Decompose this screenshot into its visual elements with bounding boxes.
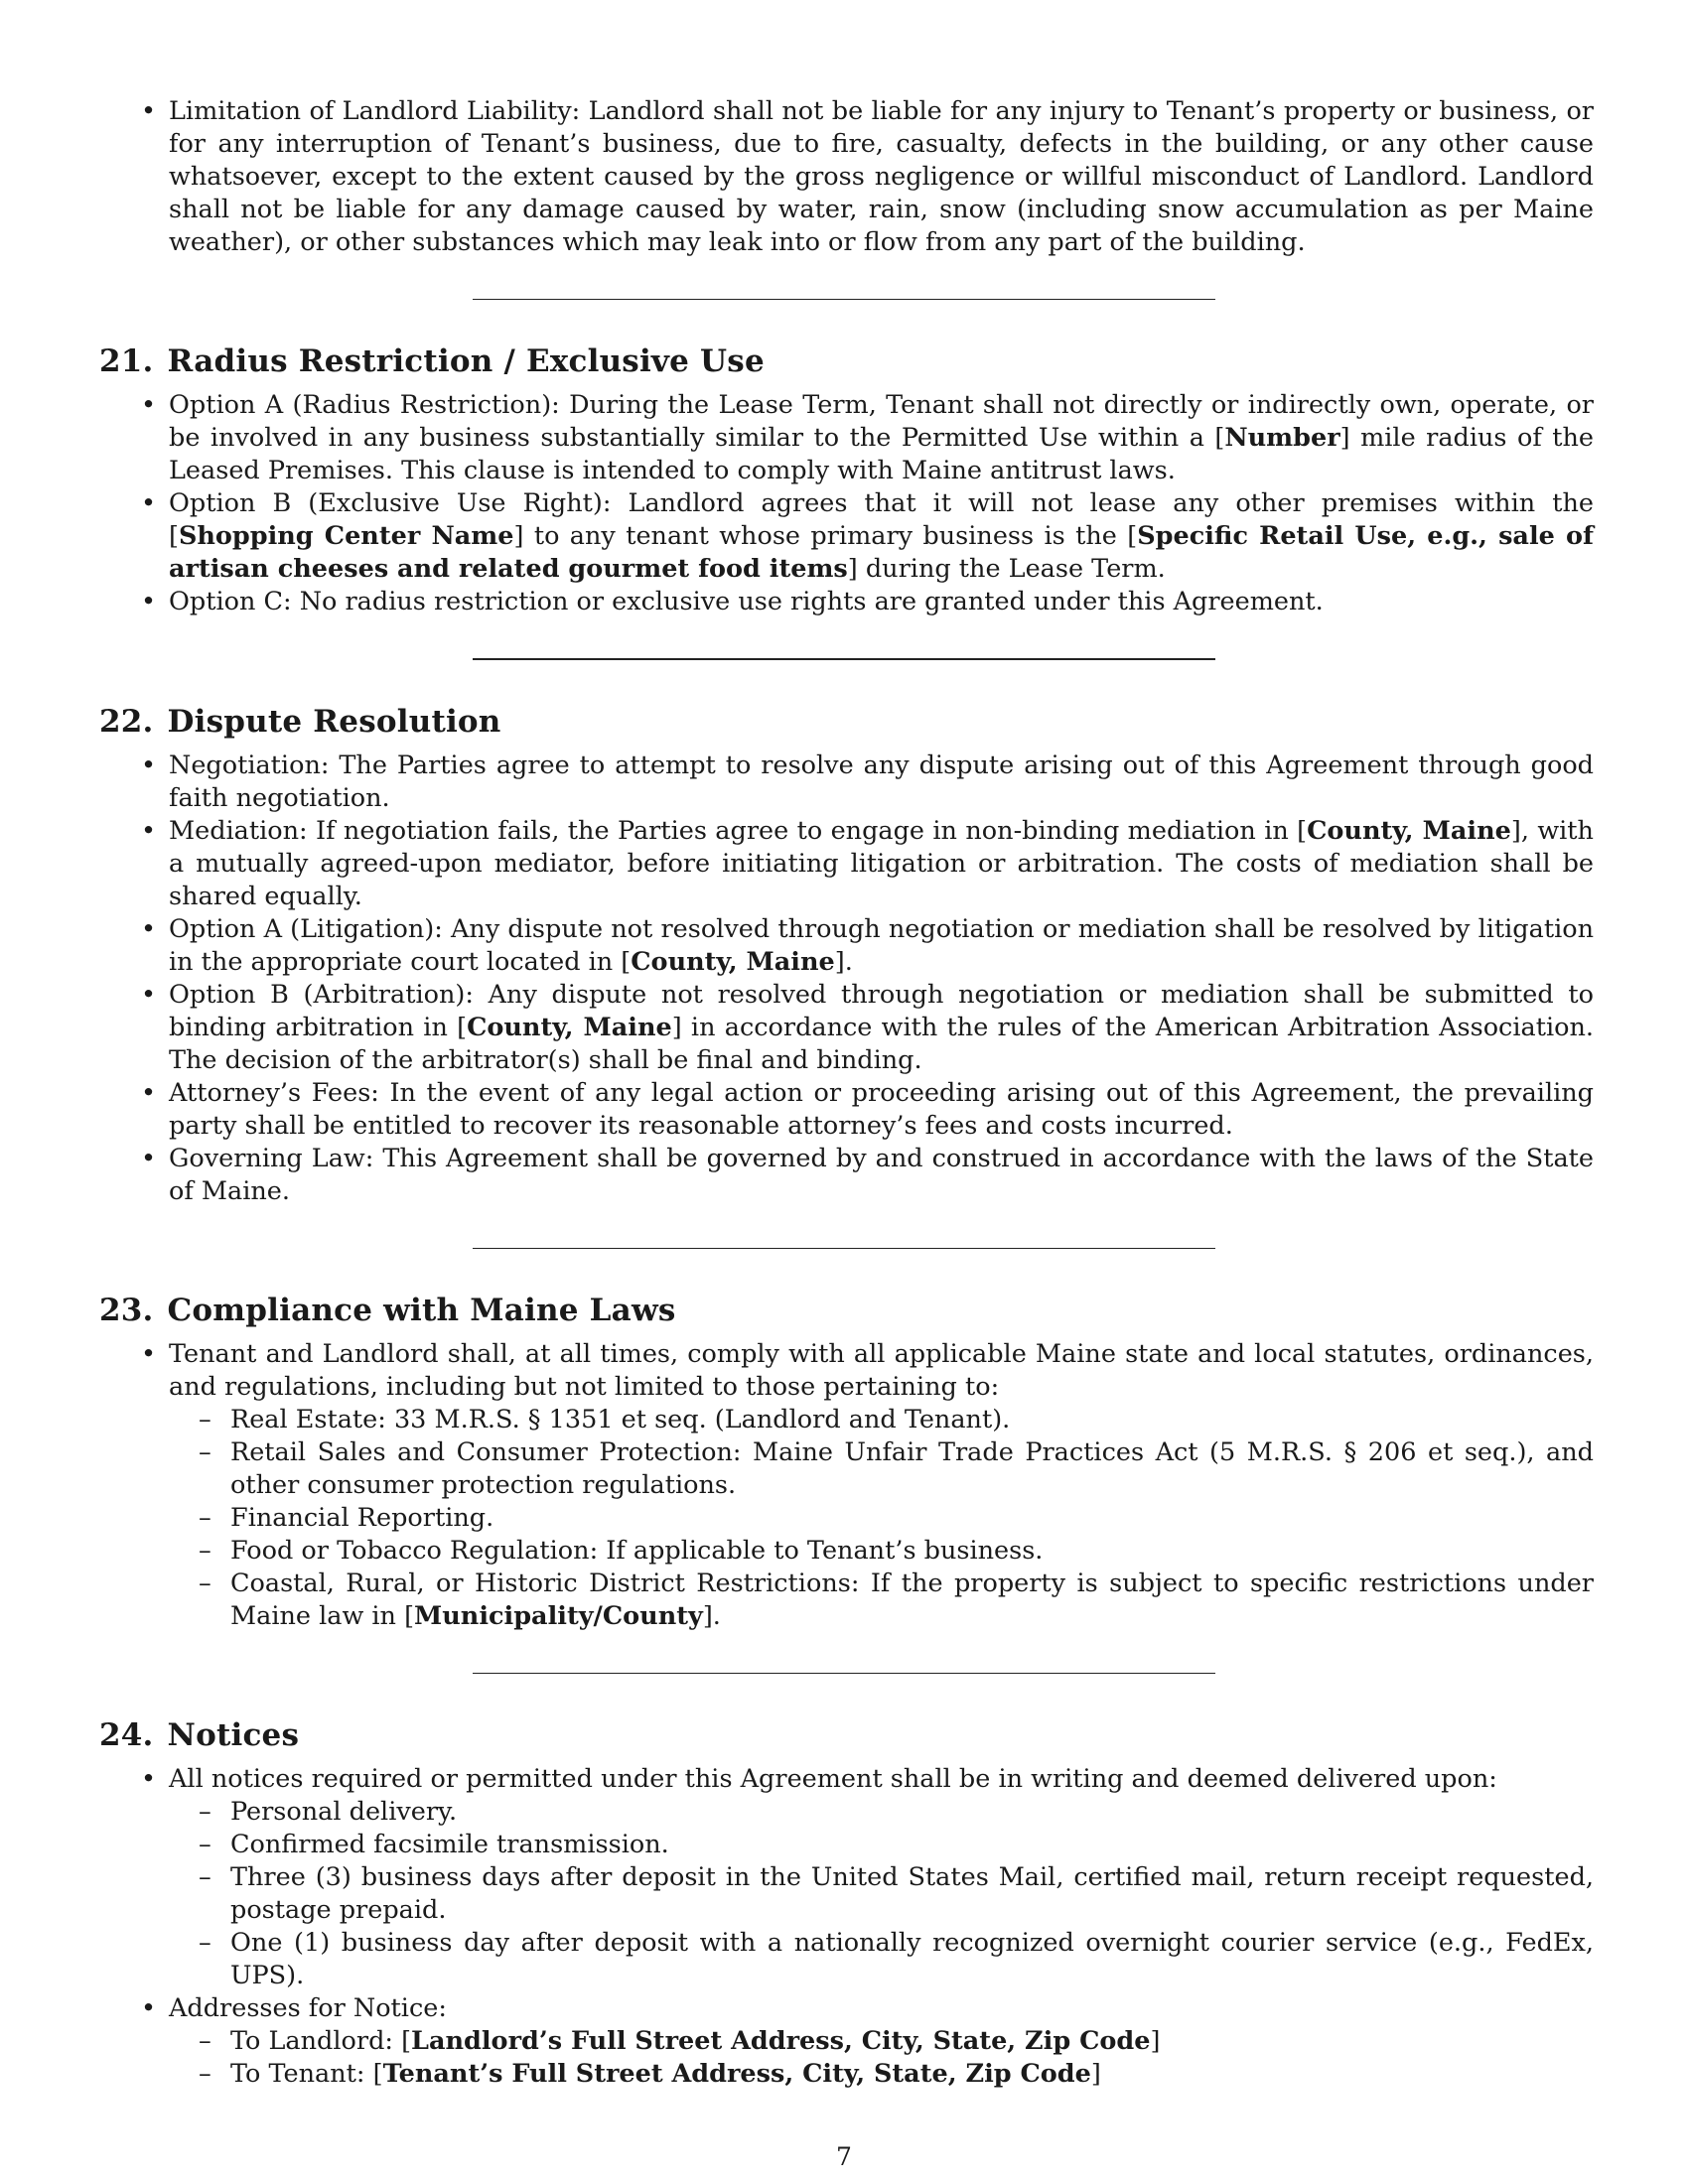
section-number: 21. <box>99 343 154 379</box>
section-21-heading <box>99 341 1594 381</box>
section-divider <box>473 1248 1215 1249</box>
addresses-sublist <box>169 2025 1594 2091</box>
sublist-item: – Food or Tobacco Regulation: If applicable to Tenant’s business. <box>169 1535 1594 1568</box>
list-item-option-a-radius: • Option A (Radius Restriction): During the Lease Term, Tenant shall not directly or indirectly own, operate, or be involved in any business substantially similar to the Permitted Use within a [Number] mile radius of the Leased Premises. This clause is intended to comply with Maine antitrust laws. <box>99 389 1594 487</box>
section-22-heading <box>99 702 1594 742</box>
list-item-option-b-exclusive: • Option B (Exclusive Use Right): Landlord agrees that it will not lease any other premises within the [Shopping Center Name] to any tenant whose primary business is the [Specific Retail Use, e.g., sale of artisan cheeses and related gourmet food items] during the Lease Term. <box>99 487 1594 586</box>
page-number: 7 <box>836 2142 852 2171</box>
list-item-notices-delivery: • All notices required or permitted under this Agreement shall be in writing and deemed delivered upon: – Personal delivery. – Confirmed facsimile transmission. – Three (3) business days after deposit in the United States Mail, certified mail, return receipt requested, postage prepaid. – One (1) business day after deposit with a nationally recognized overnight courier service (e.g., FedEx, UPS). <box>99 1763 1594 1992</box>
list-item-litigation: • Option A (Litigation): Any dispute not resolved through negotiation or mediation shall be resolved by litigation in the appropriate court located in [County, Maine]. <box>99 913 1594 979</box>
liability-list <box>99 95 1594 259</box>
sublist-item: – Coastal, Rural, or Historic District Restrictions: If the property is subject to specific restrictions under Maine law in [Municipality/County]. <box>169 1568 1594 1633</box>
sublist-item: – Financial Reporting. <box>169 1502 1594 1535</box>
list-item-compliance: • Tenant and Landlord shall, at all times, comply with all applicable Maine state and local statutes, ordinances, and regulations, including but not limited to those pertaining to: – Real Estate: 33 M.R.S. § 1351 et seq. (Landlord and Tenant). – Retail Sales and Consumer Protection: Maine Unfair Trade Practices Act (5 M.R.S. § 206 et seq.), and other consumer protection regulations. – Financial Reporting. – Food or Tobacco Regulation: If applicable to Tenant’s business. – Coastal, Rural, or Historic District Restrictions: If the property is subject to specific restrictions under Maine law in [Municipality/County]. <box>99 1338 1594 1633</box>
list-item-addresses: • Addresses for Notice: – To Landlord: [Landlord’s Full Street Address, City, State, Zip Code] – To Tenant: [Tenant’s Full Street Address, City, State, Zip Code] <box>99 1992 1594 2091</box>
sublist-item: – Confirmed facsimile transmission. <box>169 1829 1594 1861</box>
list-item-landlord-liability: • Limitation of Landlord Liability: Landlord shall not be liable for any injury to Tenant’s property or business, or for any interruption of Tenant’s business, due to fire, casualty, defects in the building, or any other cause whatsoever, except to the extent caused by the gross negligence or willful misconduct of Landlord. Landlord shall not be liable for any damage caused by water, rain, snow (including snow accumulation as per Maine weather), or other substances which may leak into or flow from any part of the building. <box>99 95 1594 259</box>
list-item-arbitration: • Option B (Arbitration): Any dispute not resolved through negotiation or mediation shall be submitted to binding arbitration in [County, Maine] in accordance with the rules of the American Arbitration Association. The decision of the arbitrator(s) shall be final and binding. <box>99 979 1594 1077</box>
section-number: 22. <box>99 704 154 740</box>
sublist-item: – Real Estate: 33 M.R.S. § 1351 et seq. (Landlord and Tenant). <box>169 1404 1594 1436</box>
section-22-list <box>99 750 1594 1208</box>
sublist-item-landlord-address: – To Landlord: [Landlord’s Full Street Address, City, State, Zip Code] <box>169 2025 1594 2058</box>
section-number: 23. <box>99 1293 154 1328</box>
list-item-mediation: • Mediation: If negotiation fails, the Parties agree to engage in non-binding mediation in [County, Maine], with a mutually agreed-upon mediator, before initiating litigation or arbitration. The costs of mediation shall be shared equally. <box>99 815 1594 913</box>
delivery-sublist <box>169 1796 1594 1992</box>
section-21-list <box>99 389 1594 618</box>
sublist-item-tenant-address: – To Tenant: [Tenant’s Full Street Address, City, State, Zip Code] <box>169 2058 1594 2091</box>
sublist-item: – One (1) business day after deposit with a nationally recognized overnight courier service (e.g., FedEx, UPS). <box>169 1927 1594 1992</box>
list-item-attorney-fees: • Attorney’s Fees: In the event of any legal action or proceeding arising out of this Agreement, the prevailing party shall be entitled to recover its reasonable attorney’s fees and costs incurred. <box>99 1077 1594 1143</box>
section-divider <box>473 299 1215 300</box>
section-title: Radius Restriction / Exclusive Use <box>167 343 765 379</box>
section-title: Notices <box>167 1717 300 1753</box>
section-23-heading <box>99 1291 1594 1330</box>
list-item-option-c: • Option C: No radius restriction or exclusive use rights are granted under this Agreement. <box>99 586 1594 618</box>
section-divider <box>473 1673 1215 1674</box>
section-23-list <box>99 1338 1594 1633</box>
sublist-item: – Three (3) business days after deposit in the United States Mail, certified mail, return receipt requested, postage prepaid. <box>169 1861 1594 1927</box>
section-number: 24. <box>99 1717 154 1753</box>
sublist-item: – Personal delivery. <box>169 1796 1594 1829</box>
section-24-heading <box>99 1715 1594 1755</box>
sublist-item: – Retail Sales and Consumer Protection: Maine Unfair Trade Practices Act (5 M.R.S. § 206 et seq.), and other consumer protection regulations. <box>169 1436 1594 1502</box>
section-title: Compliance with Maine Laws <box>167 1293 676 1328</box>
section-divider <box>473 658 1215 660</box>
compliance-sublist <box>169 1404 1594 1633</box>
document-page <box>99 95 1594 2091</box>
list-item-governing-law: • Governing Law: This Agreement shall be governed by and construed in accordance with the laws of the State of Maine. <box>99 1143 1594 1208</box>
section-title: Dispute Resolution <box>167 704 501 740</box>
section-24-list <box>99 1763 1594 2091</box>
list-item-negotiation: • Negotiation: The Parties agree to attempt to resolve any dispute arising out of this Agreement through good faith negotiation. <box>99 750 1594 815</box>
